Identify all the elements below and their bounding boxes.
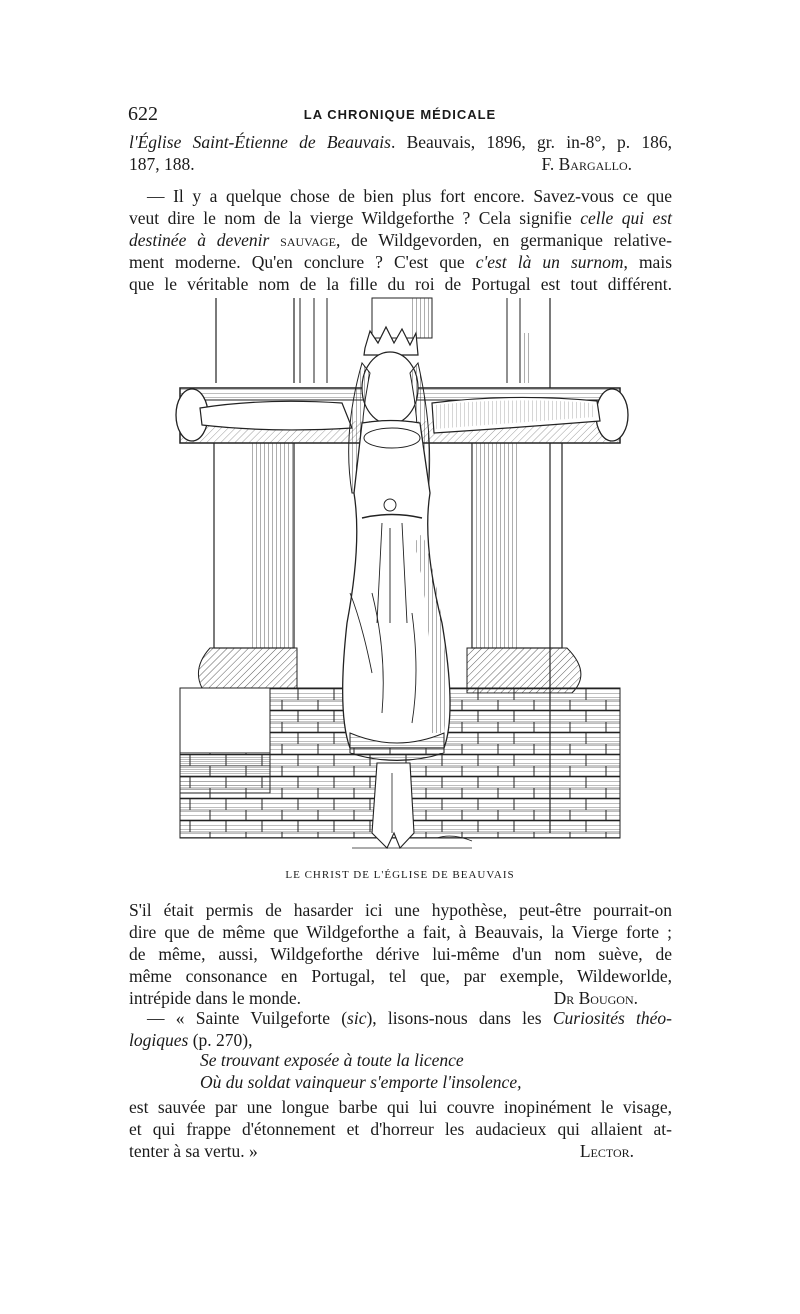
verse-quote: Se trouvant exposée à toute la licence Où du soldat vainqueur s'emporte l'insolence, — [200, 1050, 522, 1092]
reference-signature: F. Bargallo. — [541, 154, 632, 174]
figure-caption: LE CHRIST DE L'ÉGLISE DE BEAUVAIS — [285, 869, 515, 881]
reference-block — [129, 131, 672, 175]
signature-bougon: Dr Bougon. — [553, 988, 638, 1008]
page-header — [128, 103, 672, 127]
paragraph-1: — Il y a quelque chose de bien plus fort encore. Savez-vous ce que veut dire le nom de la vierge Wildgeforthe ? Cela signifie celle qui est destinée à devenir sauvage, de Wildgevorden, en germanique relative- ment moderne. Qu'en conclure ? C'est que c'est là un surnom, mais que le véritable nom de la fille du roi de Portugal est tout différent. — [129, 186, 672, 294]
reference-line-1: l'Église Saint-Étienne de Beauvais. Beauvais, 1896, gr. in-8°, p. 186, — [129, 132, 672, 152]
paragraph-4: est sauvée par une longue barbe qui lui couvre inopinément le visage, et qui frappe d'étonnement et d'horreur les audacieux qui allaient at- tenter à sa vertu. » Lector. — [129, 1097, 672, 1161]
paragraph-2: S'il était permis de hasarder ici une hypothèse, peut-être pourrait-on dire que de même que Wildgeforthe a fait, à Beauvais, la Vierge forte ; de même, aussi, Wildgeforthe dérive lui-même d'un nom suève, de même consonance en Portugal, tel que, par exemple, Wildeworlde, intrépide dans le monde. Dr Bougon. — [129, 900, 672, 1008]
engraving-illustration — [172, 293, 632, 861]
signature-lector: Lector. — [579, 1141, 634, 1161]
reference-line-2: 187, 188. F. Bargallo. — [129, 153, 672, 175]
page-number: 622 — [128, 103, 158, 125]
running-title: LA CHRONIQUE MÉDICALE — [303, 107, 497, 122]
paragraph-3: — « Sainte Vuilgeforte (sic), lisons-nous dans les Curiosités théo- logiques (p. 270), — [129, 1008, 673, 1050]
